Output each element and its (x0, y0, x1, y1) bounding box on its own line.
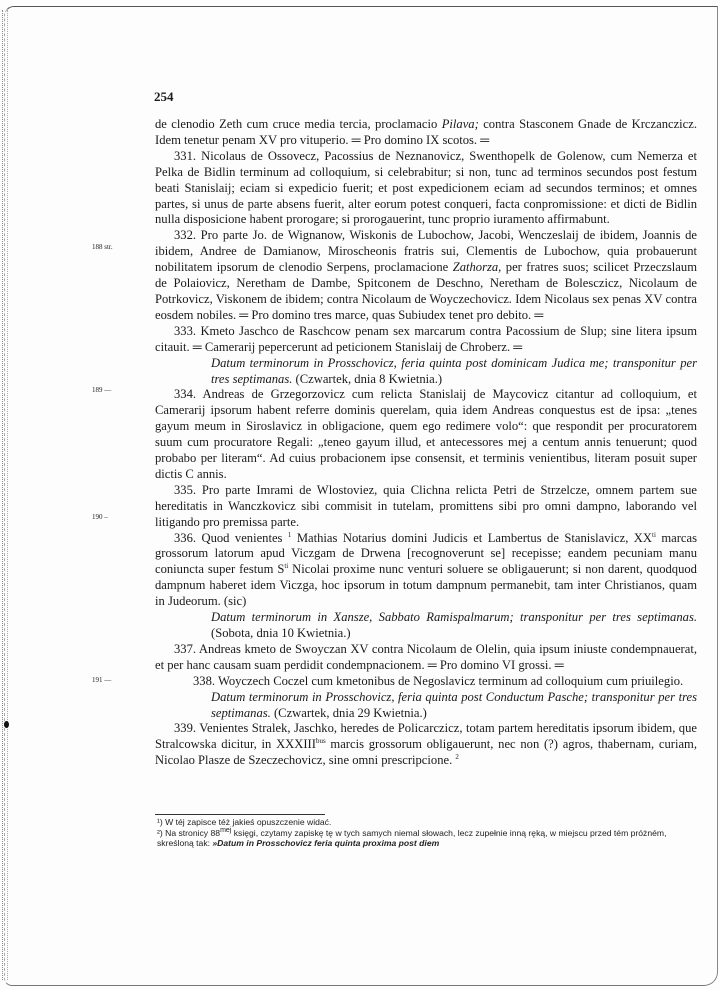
margin-note-191: 191 — (92, 676, 112, 684)
footnote-1: ¹) W téj zapisce téż jakieś opuszczenie widać. (157, 817, 332, 827)
paragraph-337: 337. Andreas kmeto de Swoyczan XV contra Nicolaum de Olelin, quia ipsum iniuste condempnauerat, et per hanc causam suam perdidit condempnacionem. ═ Pro domino VI grossi. ═ (155, 641, 697, 672)
paragraph-339: 339. Venientes Stralek, Jaschko, heredes de Policarczicz, totam partem hereditatis ipsorum ibidem, que Stralcowska dicitur, in $XXXIII^{bus}$ marcis grossorum obligauerunt, nec non (?) agros, thabernam, curiam, Nicolao Plasze de Szeczechovicz, sine omni prescripcione. $^2$ (155, 721, 697, 768)
paragraph-332: 332. Pro parte Jo. de Wignanow, Wiskonis de Lubochow, Jacobi, Wenczeslaij de ibidem, Joannis de ibidem, Andree de Damianow, Miroscheonis fratris sui, Clementis de Lubochow, quia probauerunt nobilitatem ipsorum de clenodio Serpens, proclamacione Zathorza, per fratres suos; scilicet Przeczslaum de Polaiovicz, Neretham de Dambe, Spitconem de Deschno, Neretham de Bolesczicz, Nicolaum de Potrkovicz, Viskonem de ibidem; contra Nicolaum de Woyczechovicz. Idem Nicolaus sex penas XV contra eosdem nobiles. ═ Pro domino tres marce, quas Subiudex tenet pro debito. ═ (155, 228, 697, 322)
paragraph-334: 334. Andreas de Grzegorzovicz cum relicta Stanislaij de Maycovicz citantur ad colloquium, et Camerarij ipsorum habent referre dominis querelam, quia idem Andreas conquestus est de ipsa: „tenes gayum meum in Siroslavicz in obligacione, quem ego redimere volo“: que respondit per procuratorem suum cum procuratore Regali: „teneo gayum illud, et antecessores mej a centum annis tenuerunt; quod probabo per literam“. Ad cuius probacionem ipse consensit, et terminis venientibus, literam posuit super dictis C annis. (155, 387, 697, 481)
margin-note-190: 190 – (92, 513, 108, 521)
paragraph-338: 338. Woyczech Coczel cum kmetonibus de Negoslavicz terminum ad colloquium cum priuilegio. (193, 673, 684, 688)
margin-note-188: 188 str. (92, 243, 113, 251)
footnote-ref-2[interactable]: 2 (455, 753, 459, 762)
paragraph-335: 335. Pro parte Imrami de Wlostoviez, quia Clichna relicta Petri de Strzelcze, omnem partem sue hereditatis in Wanczkovicz sibi commisit in tutelam, promittens sibi pro omni dampno, laborando vel litigando pro premissa parte. (155, 482, 697, 529)
footnote-ref-1[interactable]: 1 (287, 530, 292, 539)
page-number: 254 (154, 89, 174, 104)
margin-bullet-mark (4, 721, 9, 728)
datum-entry-2: Datum terminorum in Xansze, Sabbato Ramispalmarum; transponitur per tres septimanas. (Sobota, dnia 10 Kwietnia.) (211, 610, 697, 640)
footnote-2: ²) Na stronicy $88^{mej}$ księgi, czytamy zapiskę tę w tych samych niemal słowach, lecz zupełnie inną ręką, w miejscu przed tém próżném, skreśloną tak: »Datum in Prosschovicz feria quinta proxima post diem (157, 826, 667, 848)
footnote-divider (155, 814, 325, 815)
paragraph-333: 333. Kmeto Jaschco de Raschcow penam sex marcarum contra Pacossium de Slup; sine litera ipsum citauit. ═ Camerarij pepercerunt ad peticionem Stanislaij de Chroberz. ═ (155, 323, 697, 354)
footnotes (157, 817, 697, 849)
main-text (155, 117, 697, 769)
paragraph-330-continuation: de clenodio Zeth cum cruce media tercia, proclamacio Pilava; contra Stasconem Gnade de Krczanczicz. Idem tenetur penam XV pro vituperio. ═ Pro domino IX scotos. ═ (155, 117, 697, 147)
paragraph-331: 331. Nicolaus de Ossovecz, Pacossius de Neznanovicz, Swenthopelk de Golenow, cum Nemerza et Pelka de Bidlin terminum ad colloquium, si celebrabitur; si non, tunc ad terminos secundos post festum beati Stanislaij; eciam si expedicio fuerit; et post expedicionem eciam ad secundos terminos; et omnes partes, si unus de parte absens fuerit, alter eorum potest conqueri, facta conpromissione: et dicti de Bidlin nulla disposicione habent prorogare; si prorogauerint, tunc proprio iuramento affirmabunt. (155, 148, 697, 227)
margin-note-189: 189 — (92, 386, 112, 394)
datum-entry-3: Datum terminorum in Prosschovicz, feria quinta post Conductum Pasche; transponitur per tres septimanas. (Czwartek, dnia 29 Kwietnia.) (211, 689, 697, 720)
datum-entry-1: Datum terminorum in Prosschovicz, feria quinta post dominicam Judica me; transponitur per tres septimanas. (Czwartek, dnia 8 Kwietnia.) (211, 355, 697, 386)
paragraph-336: 336. Quod venientes $^1$ Mathias Notarius domini Judicis et Lambertus de Stanislavicz, $XX^{ti}$ marcas grossorum latorum apud Viczgam de Drwena [recognoverunt se] recepisse; eandem pecuniam manu coniuncta super festum $S^{ti}$ Nicolai proxime nunc venturi soluere se obligauerunt; si non darent, quodquod dampnum haberet idem Viczga, hoc ipsorum in totum dampnum permanebit, tam inter Christianos, quam in Judeorum. (sic) (155, 530, 697, 609)
